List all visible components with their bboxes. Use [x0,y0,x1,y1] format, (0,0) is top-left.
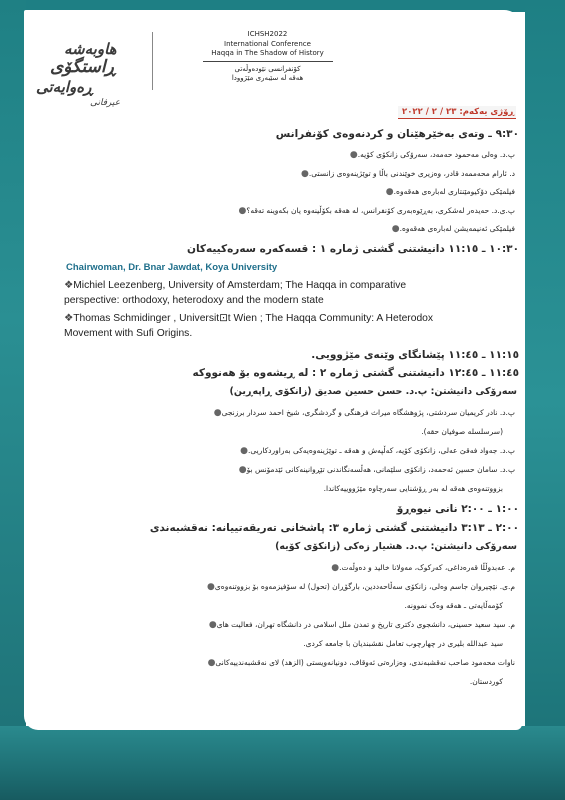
conference-subtitle-en: Haqqa in The Shadow of History [211,49,324,57]
list-item: پ.د. نادر کریمیان سردشتی، پژوهشگاه میراث فرهنگی و گردشگری، شیخ احمد سردار برزنجی● [213,408,515,418]
diamond-bullet-icon: ❖ [64,313,74,324]
list-item-continuation: perspective: orthodoxy, heterodoxy and the modern state [64,295,324,306]
list-item: ❖Thomas Schmidinger , Universit⊡t Wien ; The Haqqa Community: A Heterodox [64,313,434,324]
logo-line-1: هاوبەشە [64,40,117,58]
list-item-continuation: (سرسلسله صوفیان حقه). [421,427,503,436]
bullet-icon: ● [240,446,248,456]
header-divider [152,32,153,90]
day-label: ڕۆژی یەکەم: ٢٣ / ٢ / ٢٠٢٢ [402,107,515,117]
list-item-continuation: کۆمەڵایەتی ـ هەقە وەک نموونە. [404,601,503,610]
bullet-icon: ● [385,187,394,197]
bullet-icon: ● [207,582,215,592]
break-lunch: ١:٠٠ ـ ٢:٠٠ نانی نیوەڕۆ [396,503,519,515]
list-item: م. عەبدوڵڵا قەرەداغی، کەرکوک، مەولانا خالید و دەوڵەت.● [331,563,515,573]
bullet-icon: ● [301,169,309,179]
list-item: م.ی. نێچیروان جاسم وەلی، زانکۆی سەڵاحەددین، بارگۆڕان (تحول) لە سۆفیزمەوە بۆ بزووتنەوەی● [207,582,515,592]
logo-line-3: ڕەوایەتی [36,78,94,96]
bullet-icon: ● [238,465,247,475]
session3-chair: سەرۆکی دانیشتن: پ.د. هشیار زەکی (زانکۆی کۆیە) [275,541,517,552]
list-item: پ.د. جەواد فەقێ عەلی، زانکۆی کۆیە، کەڵپەش و هەقە ـ توێژینەوەیەکی بەراوردکاریی.● [240,446,515,456]
background-frame-right [525,0,565,800]
list-item: فیلمێکی ئەنیمەیشن لەبارەی هەقەوە.● [391,224,515,234]
bullet-icon: ● [207,658,216,668]
bullet-icon: ● [331,563,340,573]
session1-title: ١٠:٣٠ ـ ١١:١٥ دانیشتنی گشتی ژمارە ١ : قسەکەرە سەرەکییەکان [187,243,519,255]
conference-code: ICHSH2022 [247,30,288,38]
session2-title: ١١:٤٥ ـ ١٢:٤٥ دانیشتنی گشتی ژمارە ٢ : لە ڕیشەوە بۆ هەنووکە [192,367,519,379]
conference-header [160,30,375,84]
logo-line-4: عیرفانی [90,98,121,108]
conference-name-en: International Conference [224,39,311,48]
bullet-icon: ● [213,408,222,418]
background-frame-bottom [0,726,565,800]
conference-subtitle-ku: هەقە لە سێبەری مێژوودا [231,74,304,82]
session3-title: ٢:٠٠ ـ ٣:١٣ دانیشتنی گشتی ژمارە ٣: پاشخانی تەریقەتییانە: نەقشبەندی [149,522,519,534]
list-item: پ.ی.د. حەیدەر لەشکری، بەڕێوەبەری کۆنفرانس، لە هەقە بکۆڵینەوە یان بکەوینە تەقە؟● [238,206,515,216]
list-item: پ.د. وەلی مەحمود حەمەد، سەرۆکی زانکۆی کۆیە.● [349,150,515,160]
session2-chair: سەرۆکی دانیشتن: پ.د. حسن حسين صديق (زانکۆی ڕاپەڕین) [229,386,517,397]
break-exhibition: ١١:١٥ ـ ١١:٤٥ پێشانگای وێنەی مێژوویی. [311,349,519,361]
list-item: م. سید سعید حسینی، دانشجوی دکتری تاریخ و تمدن ملل اسلامی در دانشگاه تهران، فعالیت های● [208,620,515,630]
background-frame-left [0,0,26,800]
list-item: د. ئارام محەممەد قادر، وەزیری خوێندنی باڵا و توێژینەوەی زانستی.● [301,169,515,179]
diamond-bullet-icon: ❖ [64,280,74,291]
list-item: پ.د. سامان حسین ئەحمەد، زانکۆی سلێمانی، هەڵسەنگاندنی تێڕوانینەکانی ئێدمۆنس بۆ● [238,465,515,475]
header-rule [203,61,333,62]
conference-logo [28,40,140,118]
list-item: ناوات محەمود صاحب نەقشبەندی، وەزارەتی ئەوقاف، دونیانەویستی (الزهد) لای نەقشبەندییەکانی● [207,658,515,668]
list-item-continuation: کوردستان. [469,677,503,686]
list-item: ❖Michiel Leezenberg, University of Amsterdam; The Haqqa in comparative [64,280,407,291]
session1-chair: Chairwoman, Dr. Bnar Jawdat, Koya University [66,262,278,273]
opening-title: ٩:٣٠ ـ وتەی بەخێرهێنان و کردنەوەی کۆنفرانس [275,128,519,140]
bullet-icon: ● [208,620,217,630]
bullet-icon: ● [391,224,400,234]
logo-line-2: ڕاستگۆی [50,57,116,77]
bullet-icon: ● [349,150,358,160]
conference-name-ku: کۆنفرانسی نێودەوڵەتی [234,64,301,73]
list-item-continuation: سید عبدالله بلیری در چهارچوب تعامل نقشبندیان با جامعه کردی. [303,639,503,648]
list-item-continuation: Movement with Sufi Origins. [64,328,193,339]
bullet-icon: ● [238,206,247,216]
list-item-continuation: بزووتنەوەی هەقە لە بەر ڕۆشنایی سەرچاوە مێژووییەکاندا. [323,484,503,493]
list-item: فیلمێکی دۆکیومێنتاری لەبارەی هەقەوە.● [385,187,515,197]
